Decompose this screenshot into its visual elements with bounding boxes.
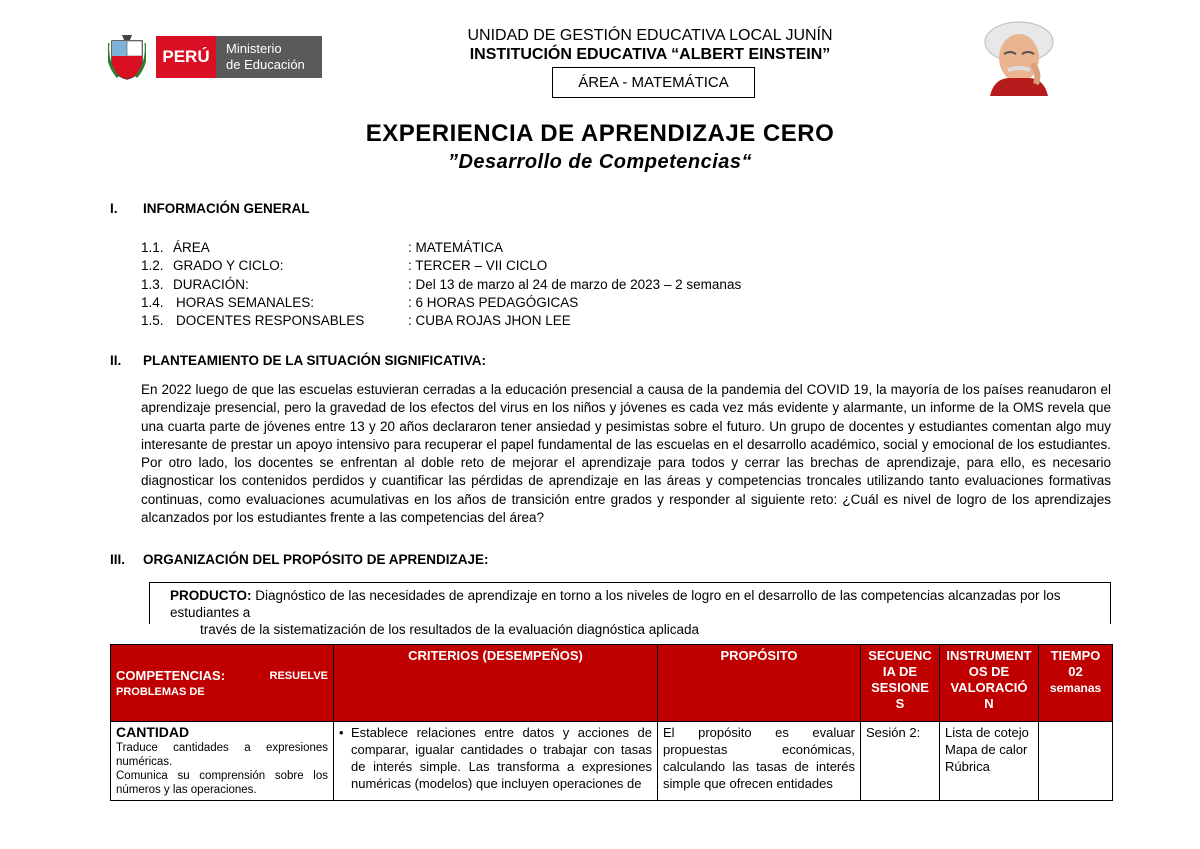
header-tiempo: TIEMPO 02 semanas bbox=[1039, 645, 1113, 722]
learning-purpose-table bbox=[110, 644, 1113, 801]
ministerio-logo bbox=[216, 36, 322, 78]
cell-competencias: CANTIDAD Traduce cantidades a expresiones numéricas. Comunica su comprensión sobre los números y las operaciones. bbox=[111, 722, 334, 801]
ministerio-line-1: Ministerio bbox=[226, 41, 282, 56]
producto-box bbox=[149, 582, 1111, 637]
table-row bbox=[111, 722, 1113, 801]
area-box: ÁREA - MATEMÁTICA bbox=[552, 67, 755, 98]
header-competencias: COMPETENCIAS: RESUELVE PROBLEMAS DE bbox=[111, 645, 334, 722]
table-header-row bbox=[111, 645, 1113, 722]
section-2-heading: II. PLANTEAMIENTO DE LA SITUACIÓN SIGNIFICATIVA: bbox=[110, 353, 486, 368]
peru-coat-of-arms-icon bbox=[108, 33, 146, 81]
section-1-heading: I. INFORMACIÓN GENERAL bbox=[110, 201, 310, 216]
section-3-heading: III. ORGANIZACIÓN DEL PROPÓSITO DE APRENDIZAJE: bbox=[110, 552, 489, 567]
peru-logo: PERÚ bbox=[156, 36, 216, 78]
institution-name: INSTITUCIÓN EDUCATIVA “ALBERT EINSTEIN” bbox=[469, 46, 831, 63]
cell-proposito: El propósito es evaluar propuestas económicas, calculando las tasas de interés simple que ofrecen entidades bbox=[658, 722, 861, 801]
header-criterios: CRITERIOS (DESEMPEÑOS) bbox=[334, 645, 658, 722]
situacion-paragraph: En 2022 luego de que las escuelas estuvieran cerradas a la educación presencial a causa de la pandemia del COVID 19, la mayoría de los países reanudaron el aprendizaje presencial, pero la gravedad de los efectos del virus en los niños y jóvenes es cada vez más evidente y alarmante, un informe de la OMS revela que una cuarta parte de jóvenes entre 13 y 20 años declararon tener ansiedad y pesimistas sobre el futuro. Un grupo de docentes y estudiantes comentan algo muy interesante de prestar un apoyo intensivo para recuperar el papel fundamental de las escuelas en el desarrollo académico, social y emocional de los estudiantes. Por otro lado, los docentes se enfrentan al doble reto de mejorar el aprendizaje para todos y cerrar las brechas de aprendizaje, para ello, es necesario diagnosticar los contenidos perdidos y cuantificar las pérdidas de aprendizaje en las áreas y competencias troncales utilizando tanto evaluaciones formativas continuas, como evaluaciones acumulativas en los años de transición entre grados y responder al siguiente reto: ¿Cuál es nivel de logro de los aprendizajes alcanzados por los estudiantes frente a las competencias del área? bbox=[141, 382, 1111, 526]
producto-line-1: PRODUCTO: Diagnóstico de las necesidades de aprendizaje en torno a los niveles de logro en el desarrollo de las competencias alcanzadas por los estudiantes a bbox=[170, 588, 1061, 620]
document-subtitle: ”Desarrollo de Competencias“ bbox=[447, 151, 753, 173]
cell-instrumentos: Lista de cotejo Mapa de calor Rúbrica bbox=[940, 722, 1039, 801]
document-title: EXPERIENCIA DE APRENDIZAJE CERO bbox=[365, 120, 835, 147]
cell-criterios: • Establece relaciones entre datos y acciones de comparar, igualar cantidades o trabajar con tasas de interés simple. Las transforma a expresiones numéricas (modelos) que incluyen operaciones de bbox=[334, 722, 658, 801]
header-proposito: PROPÓSITO bbox=[658, 645, 861, 722]
header-secuencia: SECUENC IA DE SESIONE S bbox=[861, 645, 940, 722]
ministerio-line-2: de Educación bbox=[226, 57, 305, 72]
producto-line-2: través de la sistematización de los resultados de la evaluación diagnóstica aplicada bbox=[200, 622, 700, 637]
ugel-title: UNIDAD DE GESTIÓN EDUCATIVA LOCAL JUNÍN bbox=[467, 27, 833, 44]
einstein-portrait-icon bbox=[980, 20, 1058, 96]
cell-sesion: Sesión 2: bbox=[861, 722, 940, 801]
cell-tiempo bbox=[1039, 722, 1113, 801]
header-instrumentos: INSTRUMENT OS DE VALORACIÓ N bbox=[940, 645, 1039, 722]
